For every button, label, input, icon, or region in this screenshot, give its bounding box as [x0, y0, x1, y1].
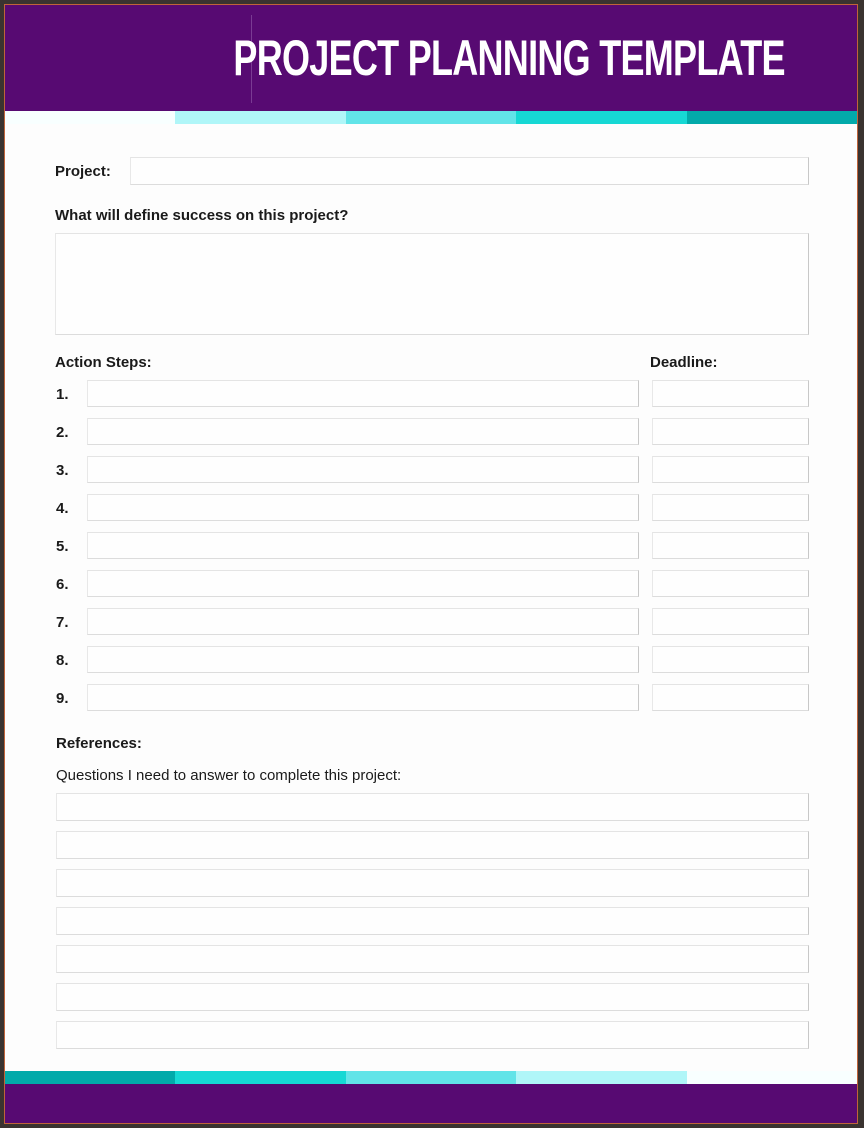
header-banner [5, 5, 857, 111]
step-action-field[interactable] [87, 456, 639, 483]
stripe-segment [5, 111, 175, 124]
step-action-field[interactable] [87, 418, 639, 445]
stripe-segment [175, 111, 345, 124]
stripe-segment [5, 1071, 175, 1084]
step-number: 7. [56, 614, 69, 631]
project-planning-document [4, 4, 858, 1124]
question-line-field[interactable] [56, 831, 809, 859]
step-number: 8. [56, 652, 69, 669]
project-field[interactable] [130, 157, 809, 185]
document-title: PROJECT PLANNING TEMPLATE [233, 30, 785, 86]
step-deadline-field[interactable] [652, 380, 809, 407]
stripe-segment [687, 111, 857, 124]
top-color-stripe [5, 111, 857, 124]
question-line-field[interactable] [56, 869, 809, 897]
references-label: References: [56, 735, 142, 752]
deadline-label: Deadline: [650, 354, 718, 371]
question-line-field[interactable] [56, 907, 809, 935]
step-deadline-field[interactable] [652, 646, 809, 673]
stripe-segment [175, 1071, 345, 1084]
step-number: 2. [56, 424, 69, 441]
step-number: 5. [56, 538, 69, 555]
bottom-color-stripe [5, 1071, 857, 1084]
action-steps-label: Action Steps: [55, 354, 152, 371]
step-number: 6. [56, 576, 69, 593]
step-deadline-field[interactable] [652, 684, 809, 711]
step-number: 4. [56, 500, 69, 517]
stripe-segment [687, 1071, 857, 1084]
step-number: 3. [56, 462, 69, 479]
step-action-field[interactable] [87, 684, 639, 711]
question-line-field[interactable] [56, 1021, 809, 1049]
step-number: 9. [56, 690, 69, 707]
question-line-field[interactable] [56, 945, 809, 973]
questions-label: Questions I need to answer to complete this project: [56, 767, 402, 784]
step-deadline-field[interactable] [652, 456, 809, 483]
footer-banner [5, 1084, 857, 1124]
question-line-field[interactable] [56, 983, 809, 1011]
step-deadline-field[interactable] [652, 570, 809, 597]
step-action-field[interactable] [87, 570, 639, 597]
success-label: What will define success on this project? [55, 207, 349, 224]
step-deadline-field[interactable] [652, 608, 809, 635]
success-field[interactable] [55, 233, 809, 335]
question-line-field[interactable] [56, 793, 809, 821]
step-deadline-field[interactable] [652, 494, 809, 521]
stripe-segment [516, 111, 686, 124]
step-deadline-field[interactable] [652, 418, 809, 445]
stripe-segment [346, 111, 516, 124]
step-deadline-field[interactable] [652, 532, 809, 559]
step-action-field[interactable] [87, 532, 639, 559]
step-action-field[interactable] [87, 380, 639, 407]
step-action-field[interactable] [87, 494, 639, 521]
project-label: Project: [55, 163, 111, 180]
step-action-field[interactable] [87, 646, 639, 673]
stripe-segment [346, 1071, 516, 1084]
step-number: 1. [56, 386, 69, 403]
step-action-field[interactable] [87, 608, 639, 635]
stripe-segment [516, 1071, 686, 1084]
